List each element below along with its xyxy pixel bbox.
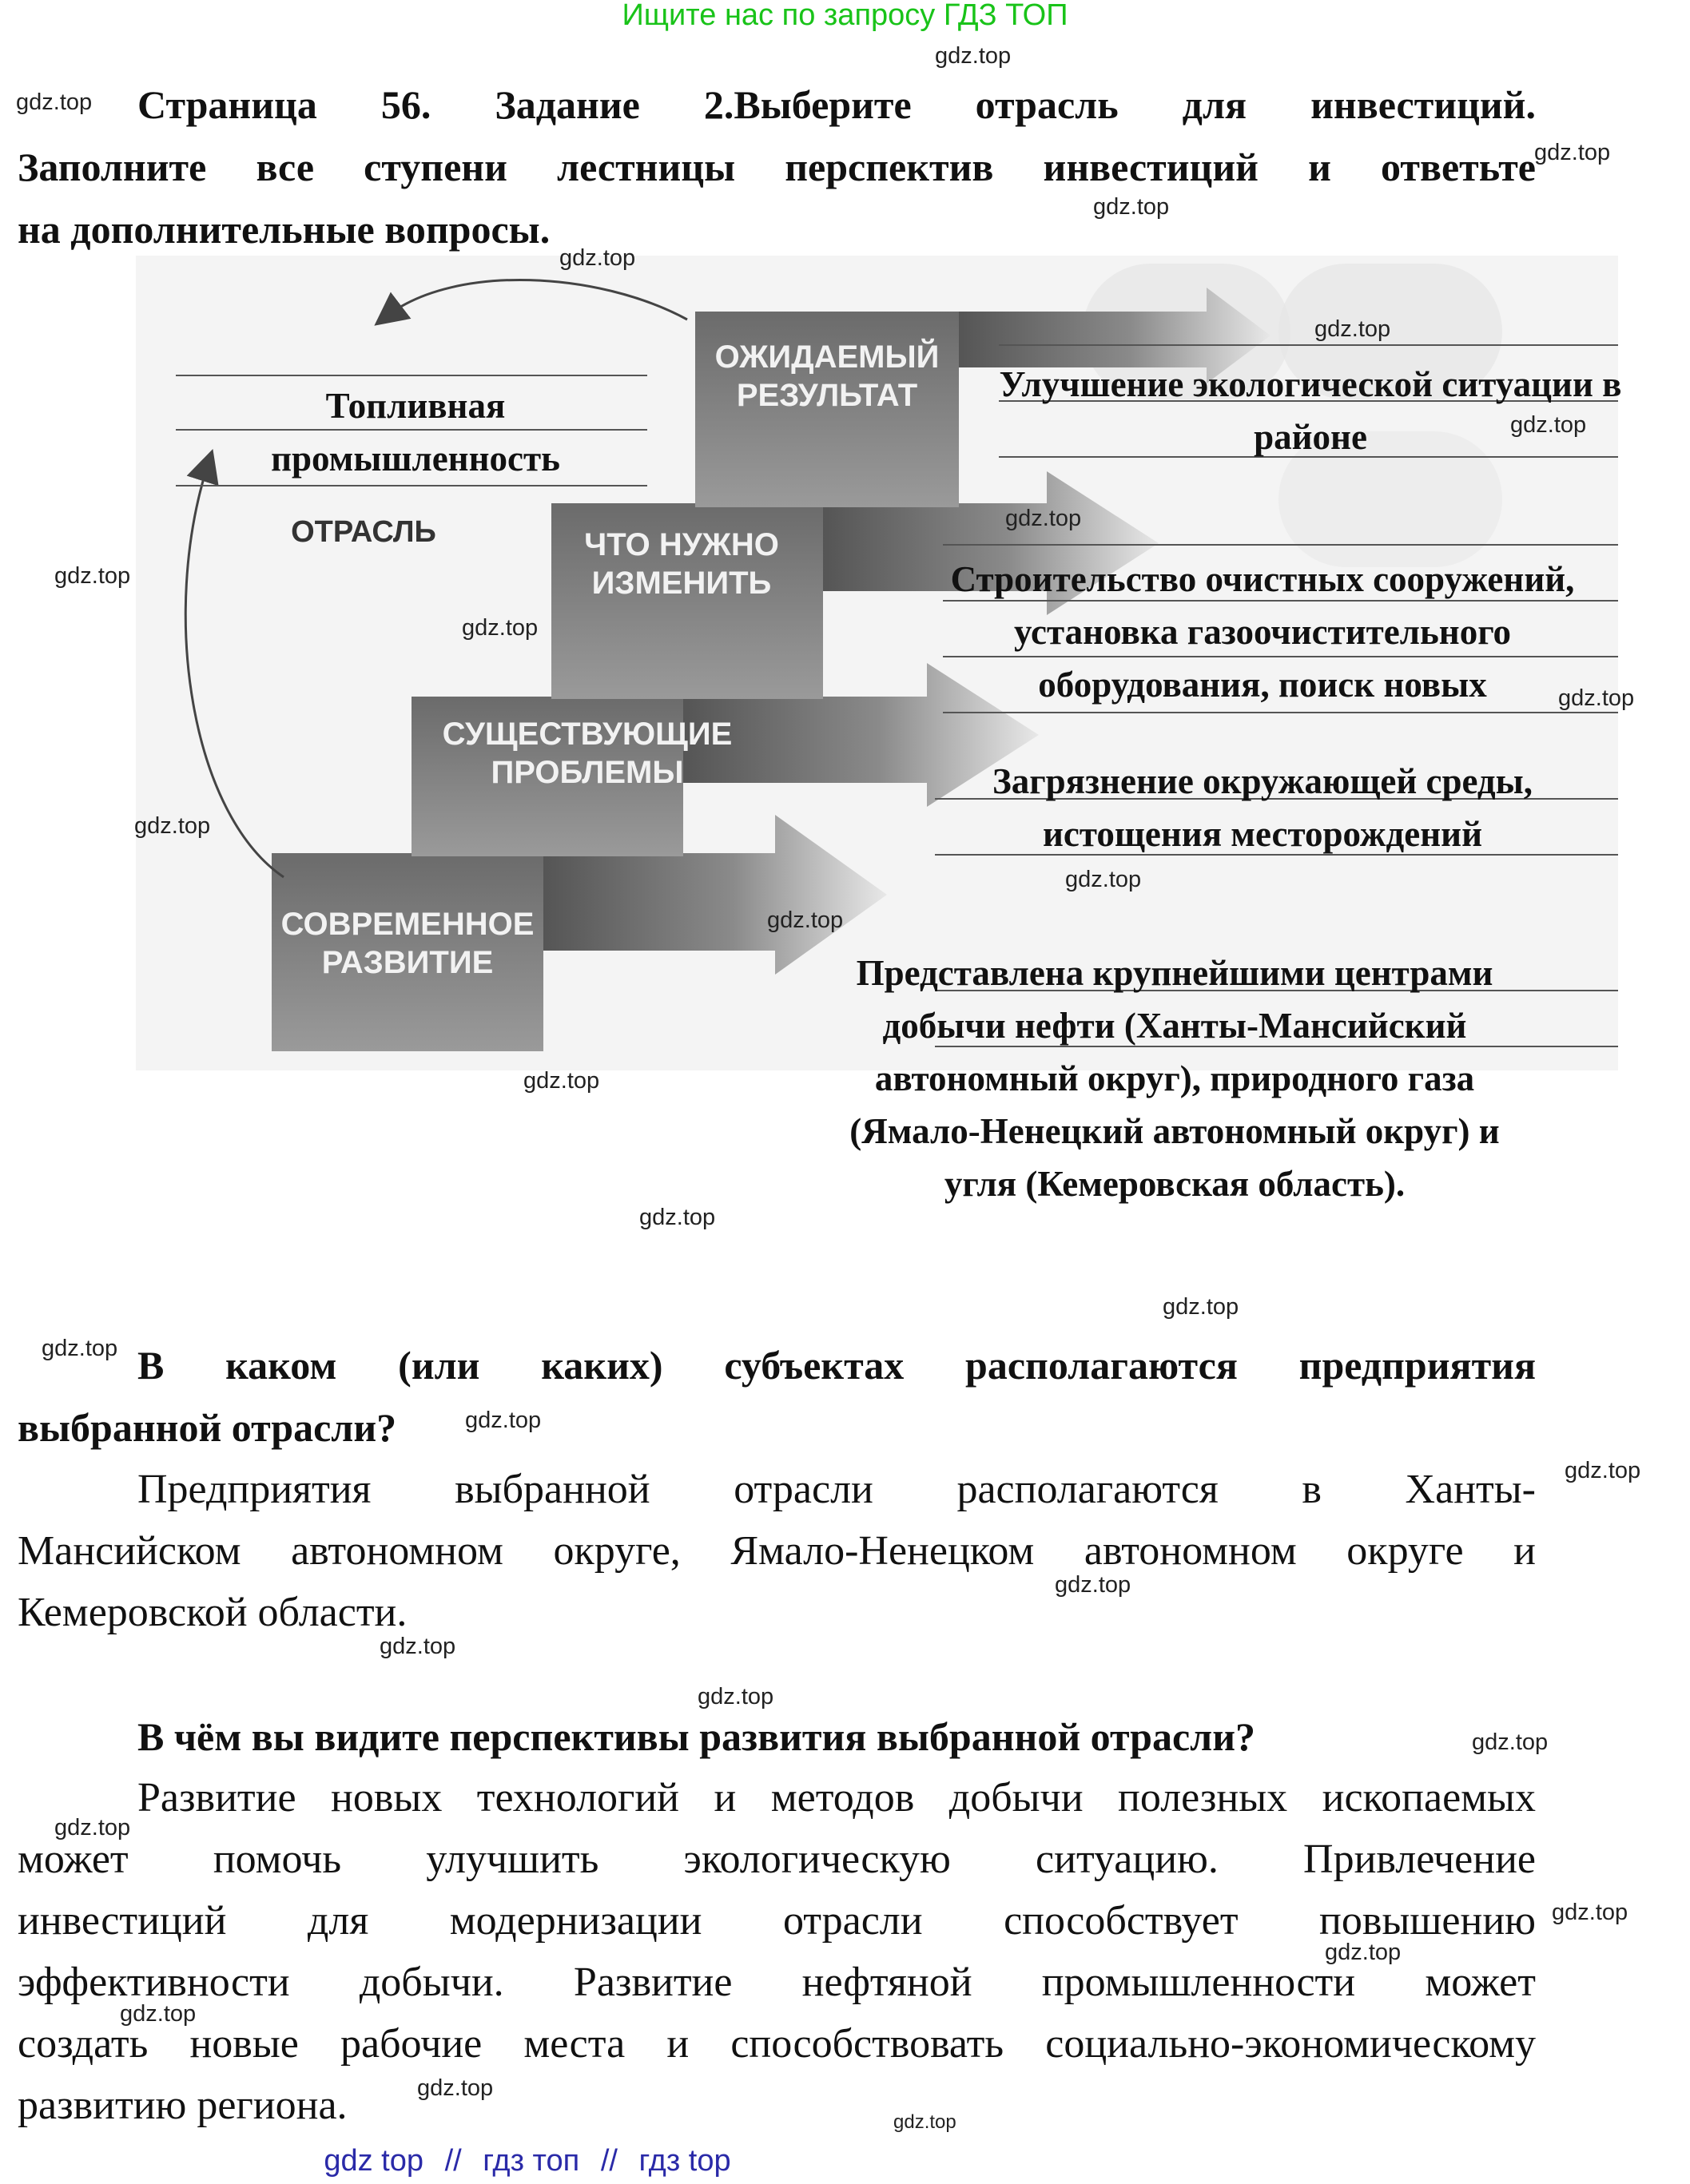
answer-branch: Топливная промышленность	[271, 386, 560, 478]
step-label-problems-1: СУЩЕСТВУЮЩИЕ	[442, 717, 733, 752]
question-2: В чём вы видите перспективы развития выбранной отрасли?	[137, 1714, 1255, 1759]
watermark: gdz.top	[1065, 867, 1142, 892]
step-label-problems-2: ПРОБЛЕМЫ	[491, 755, 684, 790]
branch-label: ОТРАСЛЬ	[291, 515, 436, 549]
watermark: gdz.top	[462, 615, 539, 641]
watermark: gdz.top	[1055, 1572, 1131, 1598]
footer-separator-2: //	[600, 2144, 618, 2178]
watermark: gdz.top	[380, 1634, 456, 1659]
watermark: gdz.top	[1552, 1900, 1628, 1925]
answer-modern-development: Представлена крупнейшими центрами добычи нефти (Ханты-Мансийский автономный округ), природного газа (Ямало-Ненецкий автономный округ) и угля (Кемеровская область).	[849, 953, 1500, 1204]
step-label-change-2: ИЗМЕНИТЬ	[591, 566, 772, 601]
footer-link-2[interactable]: гдз топ	[483, 2144, 580, 2178]
watermark: gdz.top	[1534, 140, 1611, 165]
watermark: gdz.top	[1558, 685, 1635, 711]
watermark: gdz.top	[698, 1684, 774, 1709]
watermark: gdz.top	[893, 2111, 956, 2133]
watermark: gdz.top	[1472, 1729, 1549, 1755]
answer-2: Развитие новых технологий и методов добычи полезных ископаемых может помочь улучшить экологическую ситуацию. Привлечение инвестиций для модернизации отрасли способствует повышению эффективности добычи. Развитие нефтяной промышленности может создать новые рабочие места и способствовать социально-экономическому развитию региона.	[18, 1775, 1536, 2128]
watermark: gdz.top	[1510, 412, 1587, 438]
watermark: gdz.top	[559, 245, 636, 271]
task-number: Страница 56. Задание 2.	[137, 82, 734, 127]
watermark: gdz.top	[1005, 506, 1082, 531]
step-label-result-1: ОЖИДАЕМЫЙ	[714, 340, 940, 375]
watermark: gdz.top	[465, 1408, 542, 1433]
watermark: gdz.top	[134, 813, 211, 839]
watermark: gdz.top	[935, 43, 1012, 69]
watermark: gdz.top	[120, 2001, 197, 2027]
watermark: gdz.top	[1163, 1294, 1239, 1320]
search-hint-link[interactable]: Ищите нас по запросу ГДЗ ТОП	[622, 0, 1068, 32]
step-label-modern-1: СОВРЕМЕННОЕ	[280, 907, 535, 942]
footer-link-3[interactable]: гдз top	[638, 2144, 731, 2178]
step-label-modern-2: РАЗВИТИЕ	[321, 945, 494, 980]
watermark: gdz.top	[16, 89, 93, 115]
answer-what-to-change: Строительство очистных сооружений, установка газоочистительного оборудования, поиск новых	[950, 559, 1575, 705]
watermark: gdz.top	[523, 1068, 600, 1094]
footer-separator-1: //	[444, 2144, 462, 2178]
watermark: gdz.top	[54, 563, 131, 589]
watermark: gdz.top	[417, 2075, 494, 2101]
footer-links	[0, 2144, 1055, 2178]
task-instruction-1: Выберите отрасль для инвестиций.	[734, 82, 1536, 127]
answer-expected-result: Улучшение экологической ситуации в районе	[999, 364, 1622, 457]
watermark: gdz.top	[1314, 316, 1391, 342]
question-1: В каком (или каких) субъектах располагаются предприятия выбранной отрасли?	[18, 1343, 1536, 1450]
watermark: gdz.top	[42, 1336, 118, 1361]
watermark: gdz.top	[767, 907, 844, 933]
watermark: gdz.top	[54, 1815, 131, 1841]
watermark: gdz.top	[639, 1205, 716, 1230]
task-instruction-2: Заполните все ступени лестницы перспектив инвестиций и ответьте	[18, 145, 1536, 189]
task-instruction-3: на дополнительные вопросы.	[18, 207, 551, 252]
task-title	[18, 73, 1536, 260]
step-label-result-2: РЕЗУЛЬТАТ	[736, 378, 918, 413]
answer-existing-problems: Загрязнение окружающей среды, истощения месторождений	[992, 761, 1533, 854]
watermark: gdz.top	[1565, 1458, 1641, 1483]
watermark: gdz.top	[1325, 1940, 1402, 1965]
answer-1: Предприятия выбранной отрасли располагаются в Ханты- Мансийском автономном округе, Ямало-Ненецком автономном округе и Кемеровской области.	[18, 1467, 1536, 1635]
footer-link-1[interactable]: gdz top	[324, 2144, 423, 2178]
step-label-change-1: ЧТО НУЖНО	[584, 527, 779, 562]
watermark: gdz.top	[1093, 194, 1170, 220]
